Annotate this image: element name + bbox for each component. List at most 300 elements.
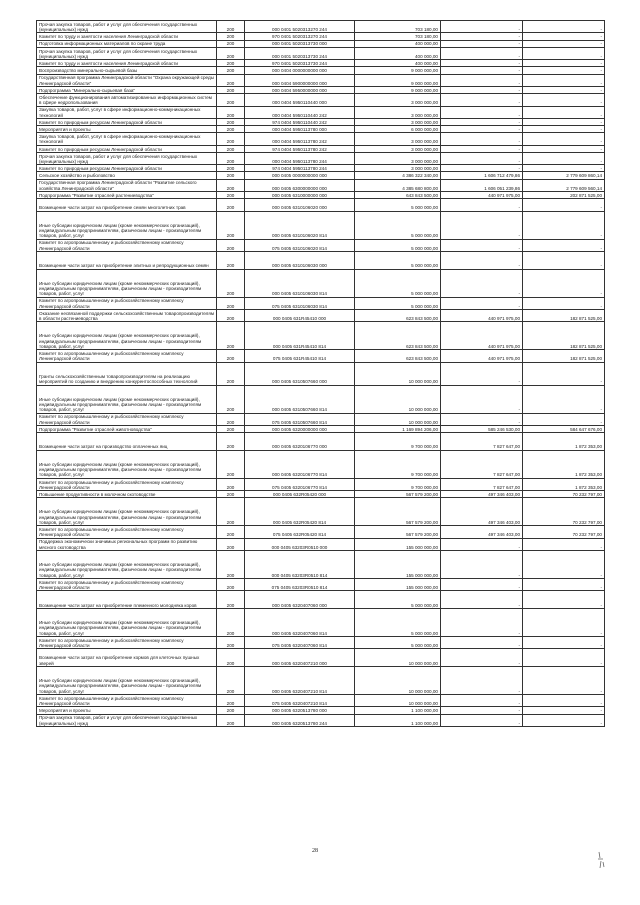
row-code-cell: 200 (217, 526, 245, 538)
row-executed-amount-cell: - (441, 165, 523, 172)
table-row (37, 385, 605, 413)
row-approved-amount-cell: 5 000 000,00 (355, 211, 441, 239)
row-name-cell: Воспроизводство минерально-сырьевой базы (37, 67, 217, 74)
row-code-cell: 200 (217, 637, 245, 649)
row-code-cell: 200 (217, 609, 245, 637)
table-row (37, 106, 605, 118)
row-approved-amount-cell: 1 100 000,00 (355, 707, 441, 714)
table-row (37, 239, 605, 251)
row-code-cell: 200 (217, 165, 245, 172)
table-row (37, 609, 605, 637)
row-classification-cell: 000 0405 631R45410 814 (245, 322, 355, 350)
table-row (37, 413, 605, 425)
row-executed-amount-cell: - (441, 239, 523, 251)
row-approved-amount-cell: 10 000 000,00 (355, 362, 441, 385)
row-executed-amount-cell: - (441, 211, 523, 239)
row-classification-cell: 000 0404 0000000000 000 (245, 67, 355, 74)
row-remaining-amount-cell: - (523, 60, 605, 67)
row-code-cell: 200 (217, 60, 245, 67)
row-approved-amount-cell: 9 700 000,00 (355, 478, 441, 490)
row-approved-amount-cell: 3 000 000,00 (355, 152, 441, 164)
row-classification-cell: 000 0405 631R45410 000 (245, 309, 355, 321)
row-name-cell: Иные субсидии юридическим лицам (кроме некоммерческих организаций), индивидуальным предпринимателям, физическим лицам - производителям товаров, работ, услуг (37, 211, 217, 239)
table-row (37, 118, 605, 125)
row-code-cell: 200 (217, 74, 245, 86)
row-approved-amount-cell: 3 000 000,00 (355, 133, 441, 145)
row-name-cell: Иные субсидии юридическим лицам (кроме некоммерческих организаций), индивидуальным предпринимателям, физическим лицам - производителям товаров, работ, услуг (37, 667, 217, 695)
row-executed-amount-cell: - (441, 40, 523, 47)
row-approved-amount-cell: 5 000 000,00 (355, 297, 441, 309)
row-classification-cell: 000 0405 6310507660 000 (245, 362, 355, 385)
row-name-cell: Комитет по агропромышленному и рыбохозяйственному комплексу Ленинградской области (37, 579, 217, 591)
row-code-cell: 200 (217, 695, 245, 707)
row-classification-cell: 000 0405 6310106030 000 (245, 251, 355, 269)
row-classification-cell: 000 0405 6310106020 000 (245, 199, 355, 211)
row-remaining-amount-cell: - (523, 199, 605, 211)
row-approved-amount-cell: 9 000 000,00 (355, 86, 441, 93)
row-name-cell: Обеспечение функционирования автоматизированных информационных систем в сфере недропользования (37, 94, 217, 106)
row-classification-cell: 000 0405 6310106020 814 (245, 211, 355, 239)
row-name-cell: Прочая закупка товаров, работ и услуг для обеспечения государственных (муниципальных) нужд (37, 21, 217, 33)
row-executed-amount-cell: - (441, 297, 523, 309)
row-approved-amount-cell: 400 000,00 (355, 60, 441, 67)
table-row (37, 67, 605, 74)
row-name-cell: Государственная программа Ленинградской области "Охрана окружающей среды Ленинградской области" (37, 74, 217, 86)
row-name-cell: Комитет по природным ресурсам Ленинградской области (37, 165, 217, 172)
table-row (37, 526, 605, 538)
row-code-cell: 200 (217, 172, 245, 179)
row-executed-amount-cell: - (441, 251, 523, 269)
row-remaining-amount-cell: - (523, 118, 605, 125)
row-code-cell: 200 (217, 192, 245, 199)
row-classification-cell: 000 0405 0000000000 000 (245, 172, 355, 179)
row-code-cell: 200 (217, 413, 245, 425)
row-executed-amount-cell: - (441, 67, 523, 74)
row-remaining-amount-cell: - (523, 106, 605, 118)
row-executed-amount-cell: 7 827 647,00 (441, 433, 523, 451)
row-classification-cell: 075 0405 6310507660 814 (245, 413, 355, 425)
row-approved-amount-cell: 5 000 000,00 (355, 269, 441, 297)
row-remaining-amount-cell: 70 232 797,00 (523, 498, 605, 526)
row-remaining-amount-cell: 202 871 525,00 (523, 192, 605, 199)
row-approved-amount-cell: 567 579 200,00 (355, 526, 441, 538)
row-approved-amount-cell: 5 000 000,00 (355, 239, 441, 251)
table-row (37, 179, 605, 191)
row-code-cell: 200 (217, 21, 245, 33)
row-classification-cell: 075 0405 632R05420 814 (245, 526, 355, 538)
row-approved-amount-cell: 10 000 000,00 (355, 667, 441, 695)
row-approved-amount-cell: 9 000 000,00 (355, 67, 441, 74)
row-name-cell: Иные субсидии юридическим лицам (кроме некоммерческих организаций), индивидуальным предпринимателям, физическим лицам - производителям товаров, работ, услуг (37, 551, 217, 579)
row-classification-cell: 000 0405 6320407060 000 (245, 591, 355, 609)
row-executed-amount-cell: - (441, 133, 523, 145)
row-remaining-amount-cell: - (523, 165, 605, 172)
row-name-cell: Государственная программа Ленинградской области "Развитие сельского хозяйства Ленинградской области" (37, 179, 217, 191)
row-approved-amount-cell: 3 000 000,00 (355, 106, 441, 118)
row-name-cell: Комитет по агропромышленному и рыбохозяйственному комплексу Ленинградской области (37, 413, 217, 425)
row-classification-cell: 000 0405 6320407210 000 (245, 649, 355, 667)
row-remaining-amount-cell: - (523, 269, 605, 297)
row-approved-amount-cell: 400 000,00 (355, 40, 441, 47)
row-name-cell: Закупка товаров, работ, услуг в сфере информационно-коммуникационных технологий (37, 106, 217, 118)
row-code-cell: 200 (217, 491, 245, 498)
row-classification-cell: 075 0405 6320407210 814 (245, 695, 355, 707)
budget-table-body (37, 21, 605, 727)
row-code-cell: 200 (217, 591, 245, 609)
row-executed-amount-cell: - (441, 579, 523, 591)
row-approved-amount-cell: 623 843 500,00 (355, 350, 441, 362)
row-classification-cell: 000 0405 632R05420 814 (245, 498, 355, 526)
row-name-cell: Комитет по труду и занятости населения Ленинградской области (37, 60, 217, 67)
row-remaining-amount-cell: - (523, 133, 605, 145)
row-approved-amount-cell: 10 000 000,00 (355, 695, 441, 707)
row-code-cell: 200 (217, 714, 245, 726)
table-row (37, 211, 605, 239)
row-classification-cell: 970 0401 5020313730 244 (245, 60, 355, 67)
row-remaining-amount-cell: - (523, 297, 605, 309)
row-remaining-amount-cell: - (523, 152, 605, 164)
table-row (37, 350, 605, 362)
row-remaining-amount-cell: 182 871 525,00 (523, 322, 605, 350)
row-remaining-amount-cell: - (523, 211, 605, 239)
row-remaining-amount-cell: - (523, 47, 605, 59)
row-classification-cell: 974 0404 5950113780 242 (245, 145, 355, 152)
table-row (37, 86, 605, 93)
row-name-cell: Иные субсидии юридическим лицам (кроме некоммерческих организаций), индивидуальным предпринимателям, физическим лицам - производителям товаров, работ, услуг (37, 450, 217, 478)
table-row (37, 199, 605, 211)
row-executed-amount-cell: 440 971 975,00 (441, 322, 523, 350)
table-row (37, 579, 605, 591)
row-approved-amount-cell: 155 000 000,00 (355, 579, 441, 591)
row-remaining-amount-cell: - (523, 551, 605, 579)
row-executed-amount-cell: 497 346 403,00 (441, 491, 523, 498)
table-row (37, 145, 605, 152)
row-name-cell: Поддержка экономически значимых региональных программ по развитию мясного скотоводства (37, 538, 217, 550)
row-classification-cell: 000 0405 6320106770 814 (245, 450, 355, 478)
row-code-cell: 200 (217, 133, 245, 145)
row-remaining-amount-cell: 1 872 353,00 (523, 433, 605, 451)
row-approved-amount-cell: 623 843 500,00 (355, 322, 441, 350)
row-remaining-amount-cell: - (523, 67, 605, 74)
row-code-cell: 200 (217, 251, 245, 269)
row-name-cell: Комитет по природным ресурсам Ленинградской области (37, 118, 217, 125)
table-row (37, 433, 605, 451)
row-approved-amount-cell: 1 169 894 206,00 (355, 425, 441, 432)
row-name-cell: Возмещение части затрат на приобретение элитных и репродукционных семян (37, 251, 217, 269)
row-classification-cell: 075 0405 631R45410 814 (245, 350, 355, 362)
row-code-cell: 200 (217, 199, 245, 211)
row-executed-amount-cell: - (441, 591, 523, 609)
row-code-cell: 200 (217, 538, 245, 550)
row-name-cell: Подпрограмма "Минерально-сырьевая база" (37, 86, 217, 93)
row-remaining-amount-cell: - (523, 667, 605, 695)
row-code-cell: 200 (217, 106, 245, 118)
row-approved-amount-cell: 5 000 000,00 (355, 251, 441, 269)
row-remaining-amount-cell: - (523, 362, 605, 385)
table-row (37, 551, 605, 579)
row-approved-amount-cell: 4 385 680 800,00 (355, 179, 441, 191)
row-executed-amount-cell: 497 346 403,00 (441, 498, 523, 526)
row-executed-amount-cell: - (441, 94, 523, 106)
row-remaining-amount-cell: 70 232 797,00 (523, 526, 605, 538)
row-code-cell: 200 (217, 145, 245, 152)
table-row (37, 21, 605, 33)
row-name-cell: Возмещение части затрат на производство оплаченных яиц (37, 433, 217, 451)
row-name-cell: Комитет по природным ресурсам Ленинградской области (37, 145, 217, 152)
row-classification-cell: 000 0405 632R05420 000 (245, 491, 355, 498)
row-approved-amount-cell: 155 000 000,00 (355, 538, 441, 550)
row-code-cell: 200 (217, 269, 245, 297)
row-code-cell: 200 (217, 362, 245, 385)
table-row (37, 714, 605, 726)
row-executed-amount-cell: 1 606 051 239,86 (441, 179, 523, 191)
table-row (37, 322, 605, 350)
row-name-cell: Комитет по агропромышленному и рыбохозяйственному комплексу Ленинградской области (37, 297, 217, 309)
row-classification-cell: 000 0404 5900000000 000 (245, 74, 355, 86)
row-approved-amount-cell: 10 000 000,00 (355, 385, 441, 413)
row-approved-amount-cell: 5 000 000,00 (355, 637, 441, 649)
row-classification-cell: 000 0404 5950110440 000 (245, 94, 355, 106)
row-code-cell: 200 (217, 239, 245, 251)
row-executed-amount-cell: 440 971 975,00 (441, 309, 523, 321)
row-name-cell: Комитет по агропромышленному и рыбохозяйственному комплексу Ленинградской области (37, 478, 217, 490)
row-classification-cell: 000 0404 5950113780 242 (245, 133, 355, 145)
table-row (37, 40, 605, 47)
row-code-cell: 200 (217, 322, 245, 350)
row-name-cell: Гранты сельскохозяйственным товаропроизводителям на реализацию мероприятий по созданию и внедрению конкурентоспособных технологий (37, 362, 217, 385)
row-remaining-amount-cell: - (523, 538, 605, 550)
row-executed-amount-cell: - (441, 269, 523, 297)
row-name-cell: Комитет по агропромышленному и рыбохозяйственному комплексу Ленинградской области (37, 637, 217, 649)
row-executed-amount-cell: 7 827 647,00 (441, 478, 523, 490)
row-remaining-amount-cell: - (523, 74, 605, 86)
row-approved-amount-cell: 9 000 000,00 (355, 74, 441, 86)
row-approved-amount-cell: 155 000 000,00 (355, 551, 441, 579)
row-name-cell: Возмещение части затрат на приобретение семян многолетних трав (37, 199, 217, 211)
row-classification-cell: 000 0405 63203R0510 814 (245, 551, 355, 579)
row-name-cell: Повышение продуктивности в молочном скотоводстве (37, 491, 217, 498)
row-name-cell: Иные субсидии юридическим лицам (кроме некоммерческих организаций), индивидуальным предпринимателям, физическим лицам - производителям товаров, работ, услуг (37, 322, 217, 350)
row-executed-amount-cell: - (441, 609, 523, 637)
row-executed-amount-cell: - (441, 538, 523, 550)
row-executed-amount-cell: - (441, 60, 523, 67)
row-approved-amount-cell: 9 700 000,00 (355, 433, 441, 451)
row-classification-cell: 000 0401 5020313730 244 (245, 47, 355, 59)
row-remaining-amount-cell: - (523, 637, 605, 649)
row-code-cell: 200 (217, 47, 245, 59)
row-code-cell: 200 (217, 579, 245, 591)
row-approved-amount-cell: 567 579 200,00 (355, 498, 441, 526)
row-code-cell: 200 (217, 450, 245, 478)
handwritten-margin-mark (596, 850, 606, 870)
row-executed-amount-cell: - (441, 714, 523, 726)
row-classification-cell: 974 0404 5950110440 242 (245, 118, 355, 125)
row-executed-amount-cell: - (441, 413, 523, 425)
row-classification-cell: 000 0405 6320407210 814 (245, 667, 355, 695)
row-remaining-amount-cell: - (523, 413, 605, 425)
row-name-cell: Иные субсидии юридическим лицам (кроме некоммерческих организаций), индивидуальным предпринимателям, физическим лицам - производителям товаров, работ, услуг (37, 385, 217, 413)
row-name-cell: Комитет по агропромышленному и рыбохозяйственному комплексу Ленинградской области (37, 695, 217, 707)
row-classification-cell: 974 0404 5950113780 244 (245, 165, 355, 172)
row-remaining-amount-cell: - (523, 126, 605, 133)
row-name-cell: Сельское хозяйство и рыболовство (37, 172, 217, 179)
table-row (37, 94, 605, 106)
row-remaining-amount-cell: - (523, 609, 605, 637)
row-code-cell: 200 (217, 297, 245, 309)
row-executed-amount-cell: - (441, 707, 523, 714)
row-classification-cell: 000 0405 6320106770 000 (245, 433, 355, 451)
row-name-cell: Оказание несвязанной поддержки сельскохозяйственным товаропроизводителям в области растениеводства (37, 309, 217, 321)
row-code-cell: 200 (217, 94, 245, 106)
row-name-cell: Подготовка информационных материалов по охране труда (37, 40, 217, 47)
row-name-cell: Прочая закупка товаров, работ и услуг для обеспечения государственных (муниципальных) нужд (37, 47, 217, 59)
row-code-cell: 200 (217, 707, 245, 714)
table-row (37, 165, 605, 172)
row-remaining-amount-cell: - (523, 40, 605, 47)
row-remaining-amount-cell: - (523, 695, 605, 707)
row-name-cell: Закупка товаров, работ, услуг в сфере информационно-коммуникационных технологий (37, 133, 217, 145)
row-name-cell: Возмещение части затрат на приобретение кормов для клеточных пушных зверей (37, 649, 217, 667)
row-code-cell: 200 (217, 433, 245, 451)
row-executed-amount-cell: - (441, 152, 523, 164)
row-remaining-amount-cell: 1 872 353,00 (523, 478, 605, 490)
row-code-cell: 200 (217, 118, 245, 125)
row-remaining-amount-cell: - (523, 649, 605, 667)
row-executed-amount-cell: - (441, 106, 523, 118)
row-approved-amount-cell: 703 180,00 (355, 21, 441, 33)
row-approved-amount-cell: 3 000 000,00 (355, 118, 441, 125)
row-executed-amount-cell: - (441, 74, 523, 86)
page-number: 28 (312, 848, 318, 854)
row-executed-amount-cell: - (441, 695, 523, 707)
row-remaining-amount-cell: 182 871 525,00 (523, 309, 605, 321)
row-remaining-amount-cell: - (523, 707, 605, 714)
row-executed-amount-cell: - (441, 637, 523, 649)
table-row (37, 152, 605, 164)
row-classification-cell: 000 0405 6320513780 244 (245, 714, 355, 726)
row-approved-amount-cell: 3 000 000,00 (355, 165, 441, 172)
row-classification-cell: 000 0401 5020313730 000 (245, 40, 355, 47)
row-remaining-amount-cell: - (523, 94, 605, 106)
row-remaining-amount-cell: - (523, 86, 605, 93)
row-code-cell: 200 (217, 33, 245, 40)
table-row (37, 450, 605, 478)
row-executed-amount-cell: - (441, 86, 523, 93)
row-executed-amount-cell: - (441, 118, 523, 125)
row-classification-cell: 000 0404 5950110440 242 (245, 106, 355, 118)
table-row (37, 362, 605, 385)
row-remaining-amount-cell: 1 872 353,00 (523, 450, 605, 478)
row-classification-cell: 970 0401 5020313270 244 (245, 33, 355, 40)
table-row (37, 538, 605, 550)
row-code-cell: 200 (217, 67, 245, 74)
row-remaining-amount-cell: - (523, 579, 605, 591)
row-code-cell: 200 (217, 667, 245, 695)
table-row (37, 47, 605, 59)
row-name-cell: Прочая закупка товаров, работ и услуг для обеспечения государственных (муниципальных) нужд (37, 714, 217, 726)
row-approved-amount-cell: 643 843 500,00 (355, 192, 441, 199)
row-executed-amount-cell: 497 346 403,00 (441, 526, 523, 538)
table-row (37, 192, 605, 199)
row-classification-cell: 000 0405 6310507660 814 (245, 385, 355, 413)
table-row (37, 591, 605, 609)
row-approved-amount-cell: 5 000 000,00 (355, 199, 441, 211)
row-name-cell: Возмещение части затрат на приобретение племенного молодняка коров (37, 591, 217, 609)
row-name-cell: Иные субсидии юридическим лицам (кроме некоммерческих организаций), индивидуальным предпринимателям, физическим лицам - производителям товаров, работ, услуг (37, 269, 217, 297)
row-remaining-amount-cell: 182 871 525,00 (523, 350, 605, 362)
row-executed-amount-cell: - (441, 199, 523, 211)
row-classification-cell: 000 0405 6320407060 814 (245, 609, 355, 637)
row-name-cell: Прочая закупка товаров, работ и услуг для обеспечения государственных (муниципальных) нужд (37, 152, 217, 164)
row-approved-amount-cell: 10 000 000,00 (355, 413, 441, 425)
row-name-cell: Комитет по агропромышленному и рыбохозяйственному комплексу Ленинградской области (37, 350, 217, 362)
table-row (37, 126, 605, 133)
row-code-cell: 200 (217, 498, 245, 526)
row-classification-cell: 075 0405 6310106030 814 (245, 297, 355, 309)
table-row (37, 172, 605, 179)
row-executed-amount-cell: - (441, 47, 523, 59)
table-row (37, 251, 605, 269)
row-remaining-amount-cell: - (523, 591, 605, 609)
table-row (37, 269, 605, 297)
row-approved-amount-cell: 3 000 000,00 (355, 145, 441, 152)
row-classification-cell: 075 0405 6310106020 814 (245, 239, 355, 251)
row-code-cell: 200 (217, 350, 245, 362)
row-remaining-amount-cell: - (523, 239, 605, 251)
row-classification-cell: 000 0404 5950113780 244 (245, 152, 355, 164)
row-approved-amount-cell: 623 843 500,00 (355, 309, 441, 321)
row-approved-amount-cell: 1 100 000,00 (355, 714, 441, 726)
row-name-cell: Подпрограмма "Развитие отраслей растениеводства" (37, 192, 217, 199)
row-approved-amount-cell: 6 000 000,00 (355, 126, 441, 133)
row-remaining-amount-cell: 2 779 609 560,14 (523, 179, 605, 191)
row-name-cell: Комитет по агропромышленному и рыбохозяйственному комплексу Ленинградской области (37, 526, 217, 538)
row-executed-amount-cell: 7 827 647,00 (441, 450, 523, 478)
row-classification-cell: 000 0404 5950000000 000 (245, 86, 355, 93)
row-approved-amount-cell: 9 700 000,00 (355, 450, 441, 478)
table-row (37, 309, 605, 321)
row-code-cell: 200 (217, 211, 245, 239)
row-classification-cell: 000 0405 63203R0510 000 (245, 538, 355, 550)
row-classification-cell: 000 0405 6320513780 000 (245, 707, 355, 714)
row-executed-amount-cell: 585 246 530,00 (441, 425, 523, 432)
row-remaining-amount-cell: - (523, 251, 605, 269)
row-code-cell: 200 (217, 309, 245, 321)
row-approved-amount-cell: 10 000 000,00 (355, 649, 441, 667)
row-executed-amount-cell: 440 971 975,00 (441, 192, 523, 199)
row-name-cell: Подпрограмма "Развитие отраслей животноводства" (37, 425, 217, 432)
row-approved-amount-cell: 5 000 000,00 (355, 591, 441, 609)
row-name-cell: Иные субсидии юридическим лицам (кроме некоммерческих организаций), индивидуальным предпринимателям, физическим лицам - производителям товаров, работ, услуг (37, 609, 217, 637)
row-remaining-amount-cell: 2 779 609 860,14 (523, 172, 605, 179)
row-executed-amount-cell: - (441, 385, 523, 413)
table-row (37, 74, 605, 86)
row-executed-amount-cell: - (441, 33, 523, 40)
row-remaining-amount-cell: - (523, 145, 605, 152)
row-code-cell: 200 (217, 40, 245, 47)
row-name-cell: Комитет по агропромышленному и рыбохозяйственному комплексу Ленинградской области (37, 239, 217, 251)
table-row (37, 425, 605, 432)
table-row (37, 667, 605, 695)
table-row (37, 695, 605, 707)
row-executed-amount-cell: - (441, 551, 523, 579)
row-name-cell: Мероприятия и проекты (37, 707, 217, 714)
table-row (37, 637, 605, 649)
row-classification-cell: 000 0405 6300000000 000 (245, 179, 355, 191)
table-row (37, 498, 605, 526)
row-remaining-amount-cell: - (523, 33, 605, 40)
table-row (37, 649, 605, 667)
